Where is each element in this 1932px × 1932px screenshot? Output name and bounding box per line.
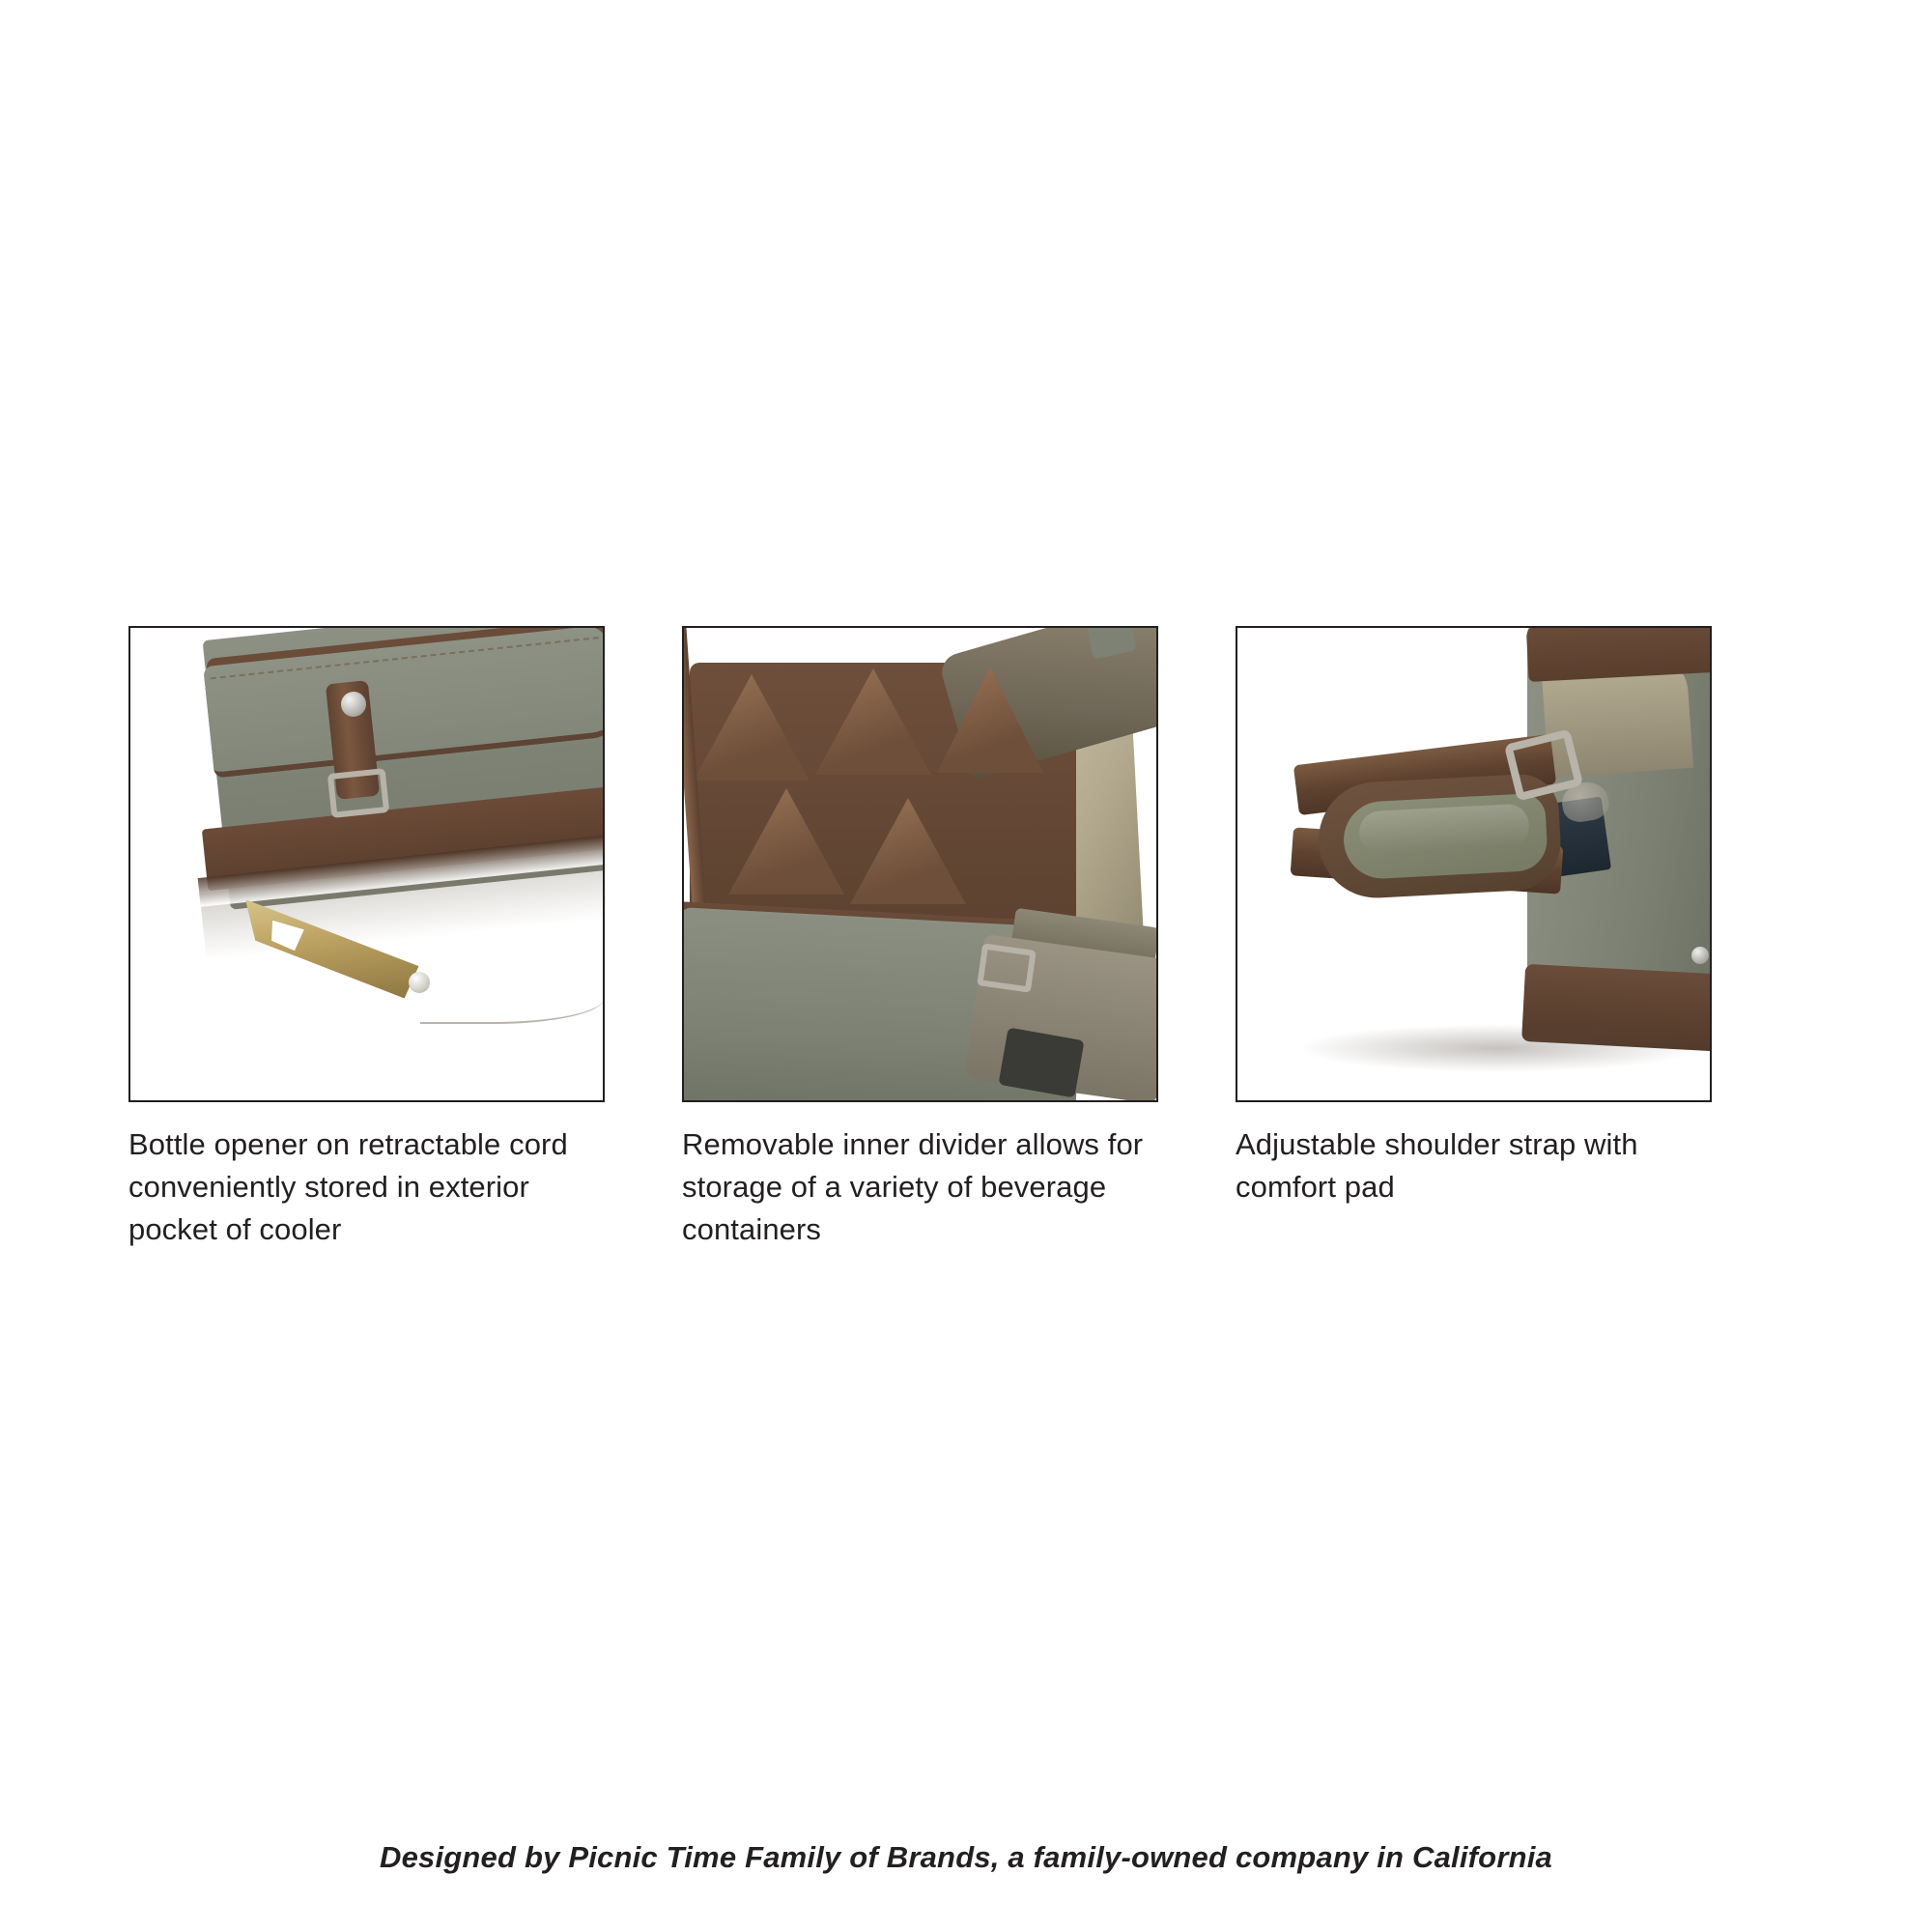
feature-caption: Adjustable shoulder strap with comfort pad (1236, 1127, 1638, 1205)
comfort-pad-highlight-shape (1358, 803, 1530, 854)
feature-caption: Bottle opener on retractable cord conveniently stored in exterior pocket of cooler (128, 1127, 568, 1247)
drop-shadow-shape (1295, 1024, 1701, 1072)
feature-row (128, 626, 1809, 1251)
feature-inner-divider (682, 626, 1158, 1251)
bottle-opener-photo (128, 626, 605, 1102)
cord-bead-shape (409, 972, 430, 993)
feature-caption: Removable inner divider allows for storage of a variety of beverage containers (682, 1127, 1144, 1247)
d-ring-icon (327, 768, 389, 818)
inner-divider-photo (682, 626, 1158, 1102)
feature-shoulder-strap (1236, 626, 1712, 1251)
footer-designed-by: Designed by Picnic Time Family of Brands, a family-owned company in California (380, 1840, 1552, 1874)
retractable-cord-shape (420, 981, 604, 1024)
leather-top-trim-shape (1526, 626, 1712, 682)
rivet-icon (1691, 947, 1709, 964)
shoulder-strap-photo (1236, 626, 1712, 1102)
d-ring-icon (977, 943, 1037, 992)
feature-bottle-opener (128, 626, 605, 1251)
